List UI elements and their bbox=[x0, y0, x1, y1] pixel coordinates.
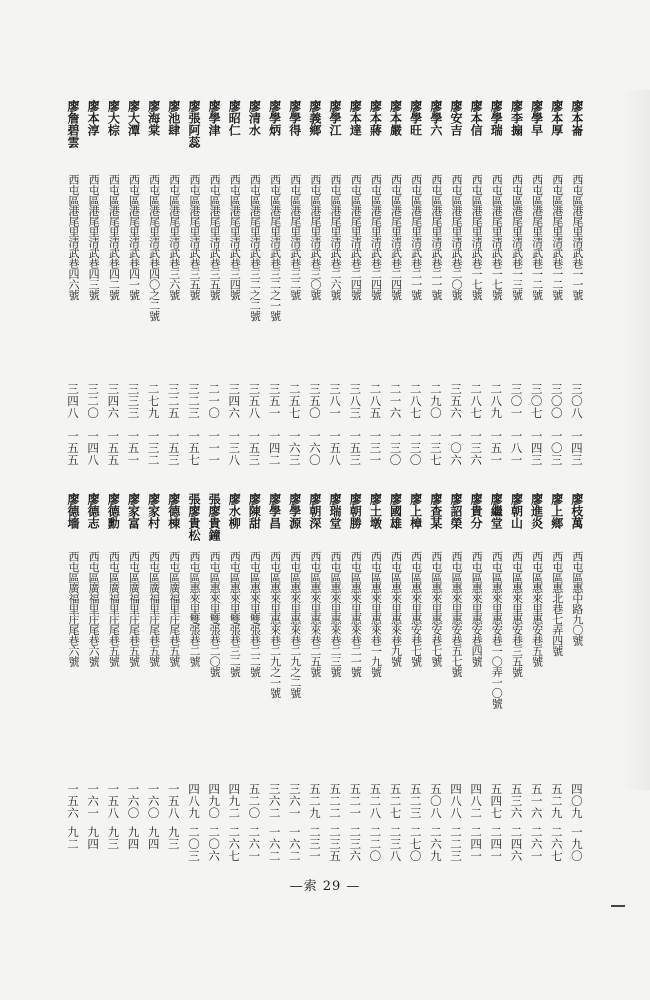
entry-number-a: 五二〇 bbox=[247, 783, 262, 819]
entry-name: 廖昭仁 bbox=[227, 100, 242, 136]
entry-address: 西屯區惠來里惠來巷一九號 bbox=[369, 551, 383, 677]
scan-edge-shade bbox=[622, 90, 650, 790]
entry-name: 廖德志 bbox=[86, 493, 101, 529]
entry-number-a: 三三三 bbox=[126, 383, 141, 419]
entry-number-b: 二二〇 bbox=[368, 826, 383, 862]
bottom-register-block bbox=[60, 493, 590, 862]
entry-number-b: 一五一 bbox=[489, 430, 504, 466]
entry-name: 廖朝勝 bbox=[348, 493, 363, 529]
entry-number-a: 一五六 bbox=[66, 783, 80, 819]
entry-name: 廖繼堂 bbox=[489, 493, 504, 529]
bottom-number-row-1 bbox=[60, 783, 590, 828]
entry-name: 廖土墩 bbox=[368, 493, 383, 529]
entry-address: 西屯區廣福里庄尾巷五號 bbox=[127, 551, 141, 667]
entry-address: 西屯區惠來里惠安巷五號 bbox=[530, 551, 544, 667]
page-number: —索 29 — bbox=[289, 879, 361, 894]
entry-number-a: 四八八 bbox=[448, 783, 463, 819]
entry-name: 廖安吉 bbox=[448, 100, 463, 136]
entry-name: 廖學得 bbox=[287, 100, 302, 136]
entry-number-a: 五二八 bbox=[368, 783, 383, 819]
entry-number-b: 一五五 bbox=[66, 430, 80, 466]
entry-address: 西屯區惠來里惠來巷二五號 bbox=[308, 551, 322, 677]
entry-number-a: 一五八 bbox=[106, 783, 121, 819]
entry-number-b: 九二 bbox=[66, 826, 80, 850]
entry-number-b: 一四二 bbox=[267, 430, 282, 466]
entry-name: 廖德墻 bbox=[66, 493, 80, 529]
entry-address: 西屯區惠來里雙張巷二號 bbox=[187, 551, 201, 667]
entry-address: 西屯區惠來里惠安巷三五號 bbox=[510, 551, 524, 677]
entry-number-a: 四八二 bbox=[469, 783, 484, 819]
entry-name: 廖學早 bbox=[529, 100, 544, 136]
entry-name: 廖貴分 bbox=[469, 493, 484, 529]
entry-name: 廖本厚 bbox=[549, 100, 564, 136]
entry-number-a: 五二三 bbox=[408, 783, 423, 819]
entry-name: 廖德勳 bbox=[106, 493, 121, 529]
entry-number-a: 三五六 bbox=[448, 383, 463, 419]
entry-address: 西屯區惠來里雙張巷二二號 bbox=[248, 551, 262, 677]
entry-address: 西屯區惠來里惠來巷二一號 bbox=[349, 551, 363, 677]
entry-number-a: 二八七 bbox=[408, 383, 423, 419]
top-name-row bbox=[60, 100, 590, 180]
entry-number-a: 一六一 bbox=[86, 783, 101, 819]
entry-number-a: 三八一 bbox=[328, 383, 343, 419]
entry-name: 廖清水 bbox=[247, 100, 262, 136]
entry-number-b: 二六一 bbox=[247, 826, 262, 862]
entry-address: 西屯區港尾里清武巷一一號 bbox=[570, 174, 584, 300]
entry-name: 廖學炳 bbox=[267, 100, 282, 136]
entry-address: 西屯區港尾里清武巷三二號 bbox=[288, 174, 302, 300]
entry-address: 西屯區港尾里清武巷三〇號 bbox=[308, 174, 322, 300]
entry-address: 西屯區惠來里雙張巷二〇號 bbox=[208, 551, 222, 677]
entry-name: 廖本達 bbox=[348, 100, 363, 136]
entry-number-a: 三四六 bbox=[106, 383, 121, 419]
entry-number-b: 一五三 bbox=[166, 430, 181, 466]
entry-name: 廖本嚴 bbox=[388, 100, 403, 136]
entry-number-a: 三六二 bbox=[267, 783, 282, 819]
entry-number-b: 一六二 bbox=[267, 826, 282, 862]
entry-number-b: 一四三 bbox=[569, 430, 584, 466]
entry-name: 廖學源 bbox=[287, 493, 302, 529]
entry-number-b: 一五七 bbox=[186, 430, 201, 466]
entry-address: 西屯區廣福里庄尾巷五號 bbox=[147, 551, 161, 667]
entry-name: 廖瑞堂 bbox=[328, 493, 343, 529]
entry-number-a: 五四七 bbox=[489, 783, 504, 819]
entry-address: 西屯區惠來里惠安巷一〇弄一〇號 bbox=[490, 551, 504, 709]
entry-number-b: 二六七 bbox=[227, 826, 242, 862]
entry-number-b: 二三八 bbox=[388, 826, 403, 862]
entry-number-b: 一八一 bbox=[509, 430, 524, 466]
entry-number-a: 五二二 bbox=[328, 783, 343, 819]
entry-number-a: 四九〇 bbox=[207, 783, 222, 819]
entry-address: 西屯區港尾里清武巷四二號 bbox=[107, 174, 121, 300]
entry-number-b: 一三八 bbox=[227, 430, 242, 466]
entry-number-b: 一三一 bbox=[368, 430, 383, 466]
entry-name: 廖學津 bbox=[207, 100, 222, 136]
top-address-row bbox=[60, 174, 590, 404]
entry-name: 廖本蔣 bbox=[368, 100, 383, 136]
entry-number-b: 一五三 bbox=[247, 430, 262, 466]
bottom-number-row-2 bbox=[60, 826, 590, 866]
entry-number-a: 五二一 bbox=[348, 783, 363, 819]
entry-number-b: 二三五 bbox=[328, 826, 343, 862]
entry-name: 廖學昌 bbox=[267, 493, 282, 529]
entry-address: 西屯區惠來里惠來巷二三號 bbox=[329, 551, 343, 677]
entry-address: 西屯區港尾里清武巷二四號 bbox=[369, 174, 383, 300]
entry-number-b: 一五八 bbox=[328, 430, 343, 466]
entry-number-b: 一〇六 bbox=[448, 430, 463, 466]
entry-address: 西屯區惠中路九〇號 bbox=[570, 551, 584, 646]
entry-address: 西屯區廣福里庄尾巷五號 bbox=[167, 551, 181, 667]
entry-address: 西屯區惠來里惠安巷五七號 bbox=[449, 551, 463, 677]
entry-address: 西屯區港尾里清武巷二四號 bbox=[389, 174, 403, 300]
entry-name: 廖海棠 bbox=[146, 100, 161, 136]
entry-address: 西屯區惠來里惠安巷七號 bbox=[429, 551, 443, 667]
entry-address: 西屯區廣福里庄尾巷六號 bbox=[87, 551, 101, 667]
entry-number-a: 四八九 bbox=[186, 783, 201, 819]
entry-number-b: 二二三 bbox=[448, 826, 463, 862]
entry-number-b: 九四 bbox=[146, 826, 161, 850]
entry-number-b: 一六〇 bbox=[307, 430, 322, 466]
entry-number-a: 二八九 bbox=[489, 383, 504, 419]
entry-name: 廖枝萬 bbox=[569, 493, 584, 529]
entry-name: 張廖貴鐘 bbox=[207, 493, 222, 541]
entry-address: 西屯區港尾里清武巷一七號 bbox=[490, 174, 504, 300]
entry-number-a: 二八五 bbox=[368, 383, 383, 419]
entry-number-a: 三四六 bbox=[227, 383, 242, 419]
entry-number-a: 二五七 bbox=[287, 383, 302, 419]
entry-address: 西屯區港尾里清武巷一二號 bbox=[530, 174, 544, 300]
entry-name: 廖上樟 bbox=[408, 493, 423, 529]
entry-number-b: 二六一 bbox=[529, 826, 544, 862]
entry-name: 廖學江 bbox=[328, 100, 343, 136]
entry-number-b: 二六九 bbox=[428, 826, 443, 862]
entry-number-b: 二四一 bbox=[469, 826, 484, 862]
entry-number-a: 三二五 bbox=[166, 383, 181, 419]
entry-number-a: 三六一 bbox=[287, 783, 302, 819]
entry-number-b: 一五三 bbox=[348, 430, 363, 466]
entry-address: 西屯區港尾里清武巷二一號 bbox=[429, 174, 443, 300]
entry-number-b: 一五五 bbox=[106, 430, 121, 466]
entry-name: 廖上鄉 bbox=[549, 493, 564, 529]
entry-number-b: 一三二 bbox=[146, 430, 161, 466]
entry-name: 廖池肆 bbox=[166, 100, 181, 136]
entry-address: 西屯區港尾里清武巷三二之二號 bbox=[248, 174, 262, 321]
entry-address: 西屯區港尾里清武巷四三號 bbox=[87, 174, 101, 300]
entry-number-b: 一三〇 bbox=[388, 430, 403, 466]
entry-number-a: 一五八 bbox=[166, 783, 181, 819]
entry-number-b: 二三六 bbox=[348, 826, 363, 862]
entry-name: 廖家村 bbox=[146, 493, 161, 529]
entry-address: 西屯區港尾里清武巷四〇之二號 bbox=[147, 174, 161, 321]
entry-number-a: 三〇〇 bbox=[549, 383, 564, 419]
entry-name: 廖本崙 bbox=[569, 100, 584, 136]
entry-address: 西屯區廣福里庄尾巷五號 bbox=[107, 551, 121, 667]
entry-number-a: 二一六 bbox=[388, 383, 403, 419]
entry-name: 廖本信 bbox=[469, 100, 484, 136]
entry-name: 廖國雄 bbox=[388, 493, 403, 529]
entry-address: 西屯區惠來里惠來巷九號 bbox=[389, 551, 403, 667]
entry-number-b: 二四六 bbox=[509, 826, 524, 862]
entry-number-b: 二〇三 bbox=[186, 826, 201, 862]
entry-number-a: 四九二 bbox=[227, 783, 242, 819]
entry-name: 廖詹碧雲 bbox=[66, 100, 80, 148]
entry-number-a: 三〇一 bbox=[509, 383, 524, 419]
entry-address: 西屯區港尾里清武巷三二之一號 bbox=[268, 174, 282, 321]
entry-number-b: 一六二 bbox=[287, 826, 302, 862]
bottom-address-row bbox=[60, 551, 590, 781]
entry-name: 廖學瑞 bbox=[489, 100, 504, 136]
entry-address: 西屯區廣福里庄尾巷六號 bbox=[67, 551, 80, 667]
entry-name: 廖張阿蕊 bbox=[186, 100, 201, 148]
entry-name: 廖進炎 bbox=[529, 493, 544, 529]
entry-address: 西屯區港尾里清武巷一二號 bbox=[550, 174, 564, 300]
entry-number-b: 九四 bbox=[126, 826, 141, 850]
entry-name: 廖詔榮 bbox=[448, 493, 463, 529]
entry-name: 廖學旺 bbox=[408, 100, 423, 136]
entry-address: 西屯區港尾里清武巷四六號 bbox=[67, 174, 80, 300]
entry-name: 廖德棟 bbox=[166, 493, 181, 529]
entry-name: 廖查某 bbox=[428, 493, 443, 529]
entry-number-b: 九三 bbox=[106, 826, 121, 850]
entry-address: 西屯區惠來里雙張巷三二號 bbox=[228, 551, 242, 677]
entry-name: 廖大潭 bbox=[126, 100, 141, 136]
entry-number-a: 三〇七 bbox=[529, 383, 544, 419]
entry-address: 西屯區港尾里清武巷三五號 bbox=[208, 174, 222, 300]
entry-number-b: 一三〇 bbox=[408, 430, 423, 466]
entry-number-b: 一四八 bbox=[86, 430, 101, 466]
entry-name: 廖義鄉 bbox=[307, 100, 322, 136]
entry-number-a: 五三六 bbox=[509, 783, 524, 819]
entry-address: 西屯區港尾里清武巷一三號 bbox=[510, 174, 524, 300]
entry-address: 西屯區港尾里清武巷三五號 bbox=[187, 174, 201, 300]
entry-number-a: 三五一 bbox=[267, 383, 282, 419]
entry-number-b: 一九〇 bbox=[569, 826, 584, 862]
entry-number-a: 二一〇 bbox=[207, 383, 222, 419]
top-register-block bbox=[60, 100, 590, 465]
entry-number-a: 五二九 bbox=[549, 783, 564, 819]
entry-name: 廖朝深 bbox=[307, 493, 322, 529]
entry-address: 西屯區港尾里清武巷三六號 bbox=[167, 174, 181, 300]
entry-number-a: 五一六 bbox=[529, 783, 544, 819]
entry-number-a: 三〇八 bbox=[569, 383, 584, 419]
entry-name: 廖水柳 bbox=[227, 493, 242, 529]
entry-address: 西屯區港尾里清武巷三四號 bbox=[228, 174, 242, 300]
entry-number-a: 三二〇 bbox=[86, 383, 101, 419]
margin-dash-mark bbox=[611, 905, 625, 907]
entry-number-b: 一一一 bbox=[207, 430, 222, 466]
entry-address: 西屯區港尾里清武巷四一號 bbox=[127, 174, 141, 300]
entry-name: 廖本淳 bbox=[86, 100, 101, 136]
entry-number-b: 一四三 bbox=[529, 430, 544, 466]
entry-address: 西屯區港尾里清武巷一七號 bbox=[470, 174, 484, 300]
entry-number-b: 二〇六 bbox=[207, 826, 222, 862]
entry-name: 廖大棕 bbox=[106, 100, 121, 136]
entry-number-b: 一〇三 bbox=[549, 430, 564, 466]
entry-number-b: 一三七 bbox=[428, 430, 443, 466]
entry-number-a: 二八七 bbox=[469, 383, 484, 419]
entry-number-b: 一五一 bbox=[126, 430, 141, 466]
entry-name: 廖李搧 bbox=[509, 100, 524, 136]
entry-address: 西屯區惠來里惠來巷二九之二號 bbox=[288, 551, 302, 698]
entry-number-a: 三二三 bbox=[186, 383, 201, 419]
entry-name: 廖朝山 bbox=[509, 493, 524, 529]
entry-address: 西屯區港尾里清武巷二四號 bbox=[349, 174, 363, 300]
entry-address: 西屯區港尾里清武巷二一號 bbox=[409, 174, 423, 300]
entry-number-b: 二七〇 bbox=[408, 826, 423, 862]
entry-number-b: 九四 bbox=[86, 826, 101, 850]
entry-name: 廖家富 bbox=[126, 493, 141, 529]
entry-number-a: 三八三 bbox=[348, 383, 363, 419]
entry-number-a: 三四八 bbox=[66, 383, 80, 419]
entry-number-a: 五二七 bbox=[388, 783, 403, 819]
entry-number-b: 二三一 bbox=[307, 826, 322, 862]
entry-number-b: 一六三 bbox=[287, 430, 302, 466]
entry-name: 廖陳甜 bbox=[247, 493, 262, 529]
entry-number-a: 一六〇 bbox=[146, 783, 161, 819]
entry-number-a: 二七九 bbox=[146, 383, 161, 419]
entry-address: 西屯區惠來里惠來巷二九之一號 bbox=[268, 551, 282, 698]
entry-number-a: 二九〇 bbox=[428, 383, 443, 419]
entry-number-a: 一六〇 bbox=[126, 783, 141, 819]
entry-number-a: 五二九 bbox=[307, 783, 322, 819]
entry-number-b: 二六七 bbox=[549, 826, 564, 862]
entry-number-b: 二四一 bbox=[489, 826, 504, 862]
entry-number-a: 三五〇 bbox=[307, 383, 322, 419]
entry-address: 西屯區惠來里惠安巷七號 bbox=[409, 551, 423, 667]
entry-number-a: 五〇八 bbox=[428, 783, 443, 819]
top-number-row-2 bbox=[60, 430, 590, 470]
entry-name: 廖學六 bbox=[428, 100, 443, 136]
top-number-row-1 bbox=[60, 383, 590, 433]
entry-address: 西屯區港尾里清武巷二〇號 bbox=[449, 174, 463, 300]
entry-number-b: 一三六 bbox=[469, 430, 484, 466]
entry-address: 西屯區惠北巷七弄四號 bbox=[550, 551, 564, 656]
entry-number-b: 九三 bbox=[166, 826, 181, 850]
entry-number-a: 三五八 bbox=[247, 383, 262, 419]
entry-address: 西屯區港尾里清武巷二六號 bbox=[329, 174, 343, 300]
entry-name: 張廖貴松 bbox=[186, 493, 201, 541]
entry-address: 西屯區惠來里惠安巷四號 bbox=[470, 551, 484, 667]
entry-number-a: 四〇九 bbox=[569, 783, 584, 819]
